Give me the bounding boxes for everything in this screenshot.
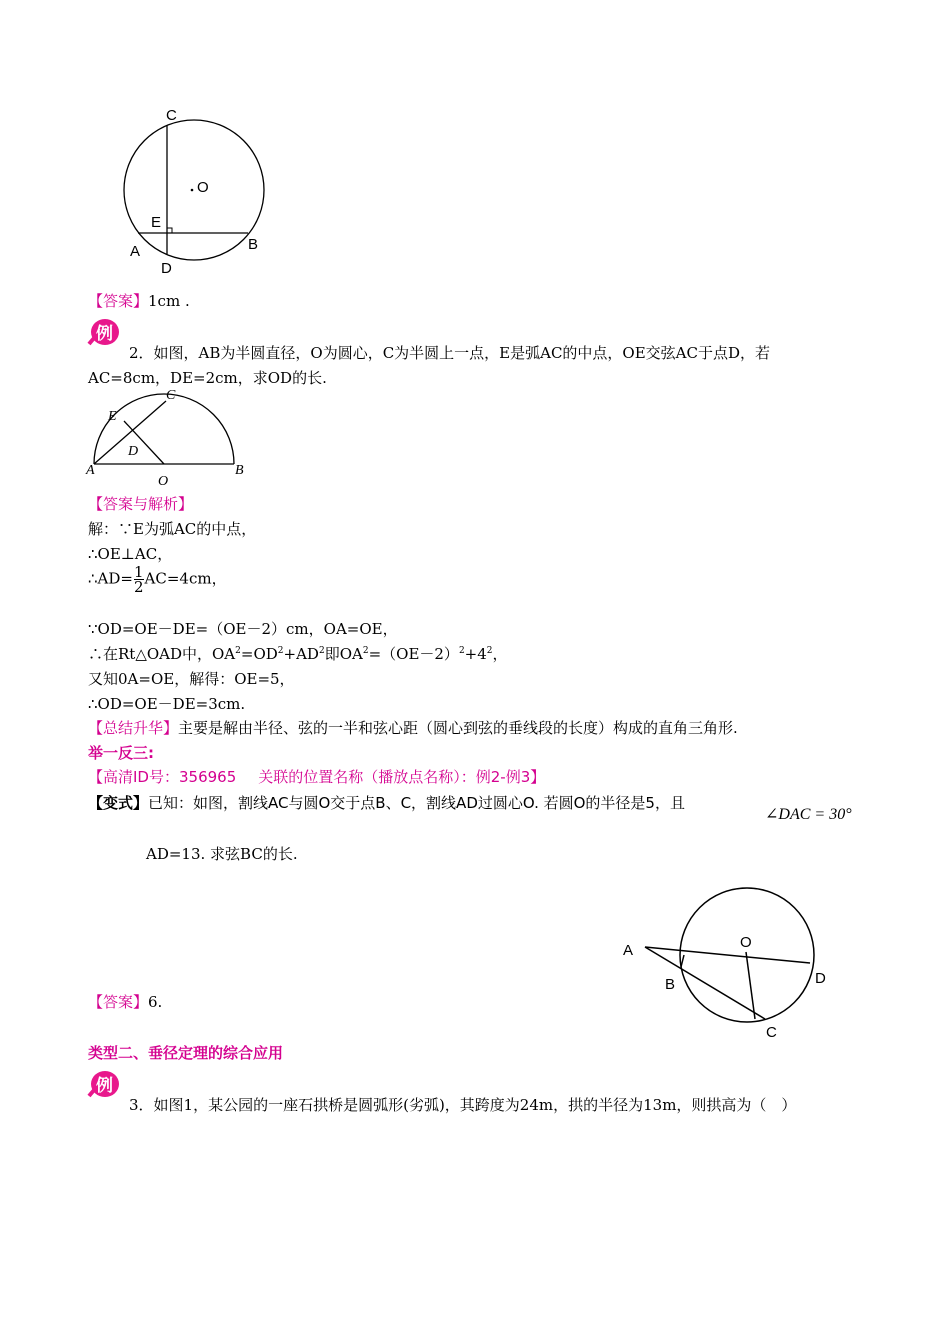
answer-3 — [88, 991, 162, 1012]
label-a: A — [86, 463, 95, 478]
label-o: O — [158, 474, 169, 489]
video-reference — [88, 766, 545, 787]
variant-line-2: AD=13. 求弦BC的长. — [146, 845, 298, 863]
segment-b — [681, 955, 684, 967]
label-c: C — [166, 388, 176, 403]
fraction-numerator: 1 — [133, 563, 144, 581]
label-e: E — [108, 409, 117, 424]
fraction-half — [134, 565, 144, 594]
label-c: C — [166, 107, 177, 124]
label-o: O — [197, 179, 209, 196]
figure-2-semicircle — [84, 385, 254, 490]
semicircle-arc — [94, 394, 234, 464]
answer-value: 1cm . — [148, 292, 190, 310]
solution-line-known: 又知0A=OE，解得：OE=5， — [88, 670, 295, 688]
angle-dac: ∠DAC = 30° — [765, 806, 852, 823]
figure-1-circle-chord — [118, 100, 278, 280]
label-b: B — [235, 463, 244, 478]
solution-line-rt: ∴在Rt△OAD中，$OA^2=OD^2+AD^2$即$OA^2=(OE-2)^2+4^2$， — [88, 645, 508, 663]
solution-line-ad — [88, 565, 227, 594]
circle-o — [124, 120, 264, 260]
example-2-line-1: 2．如图，AB为半圆直径，O为圆心，C为半圆上一点，E是弧AC的中点，OE交弦AC于点D，若 — [129, 344, 771, 362]
variant-text: 已知：如图，割线AC与圆O交于点B、C，割线AD过圆心O. 若圆O的半径是5，且 — [148, 794, 685, 812]
answer-tag: 【答案】 — [88, 993, 149, 1011]
video-id: 356965 — [178, 768, 237, 786]
label-b: B — [248, 236, 259, 253]
solution-line-final: ∴OD=OE－DE=3cm. — [88, 695, 246, 713]
example-badge-icon — [86, 1070, 120, 1100]
label-b: B — [665, 976, 676, 993]
summary-tag: 【总结升华】 — [88, 719, 179, 737]
answer-value: 6. — [148, 993, 163, 1011]
summary — [88, 717, 738, 738]
svg-text:例: 例 — [96, 1076, 113, 1096]
label-d: D — [815, 970, 826, 987]
label-a: A — [130, 243, 141, 260]
summary-text: 主要是解由半径、弦的一半和弦心距（圆心到弦的垂线段的长度）构成的直角三角形. — [178, 719, 738, 737]
video-tag: 【高清ID号： — [88, 768, 179, 786]
variant-tag: 【变式】 — [88, 794, 149, 812]
label-e: E — [151, 214, 162, 231]
practice-heading: 举一反三: — [88, 744, 154, 762]
label-a: A — [623, 942, 634, 959]
solution-line-1: 解：∵E为弧AC的中点， — [88, 520, 257, 538]
solution-line-2: ∴OE⊥AC， — [88, 545, 173, 563]
solution-tag: 【答案与解析】 — [88, 495, 194, 513]
secant-ad — [645, 947, 810, 963]
svg-text:例: 例 — [96, 324, 113, 344]
ad-suffix: AC=4cm， — [144, 569, 227, 588]
solution-line-od: ∵OD=OE－DE=（OE－2）cm，OA=OE， — [88, 620, 398, 638]
answer-1 — [88, 290, 190, 311]
figure-3-secant-circle — [615, 885, 845, 1045]
center-point — [191, 189, 194, 192]
variant-line-1 — [88, 792, 685, 813]
example-3-text: 3．如图1，某公园的一座石拱桥是圆弧形(劣弧)，其跨度为24m，拱的半径为13m，则拱高为（ ） — [129, 1096, 797, 1114]
video-name: 关联的位置名称（播放点名称）：例2-例3】 — [258, 768, 546, 786]
ad-prefix: ∴AD= — [88, 569, 133, 588]
label-o: O — [740, 934, 752, 951]
example-2-line-2: AC=8cm，DE=2cm，求OD的长. — [88, 369, 327, 387]
example-badge-icon — [86, 318, 120, 348]
label-c: C — [766, 1024, 777, 1041]
section-title: 类型二、垂径定理的综合应用 — [88, 1044, 284, 1062]
label-d: D — [128, 444, 139, 459]
right-angle-mark — [167, 228, 172, 233]
answer-tag: 【答案】 — [88, 292, 149, 310]
fraction-denominator: 2 — [133, 578, 144, 596]
label-d: D — [161, 260, 172, 277]
